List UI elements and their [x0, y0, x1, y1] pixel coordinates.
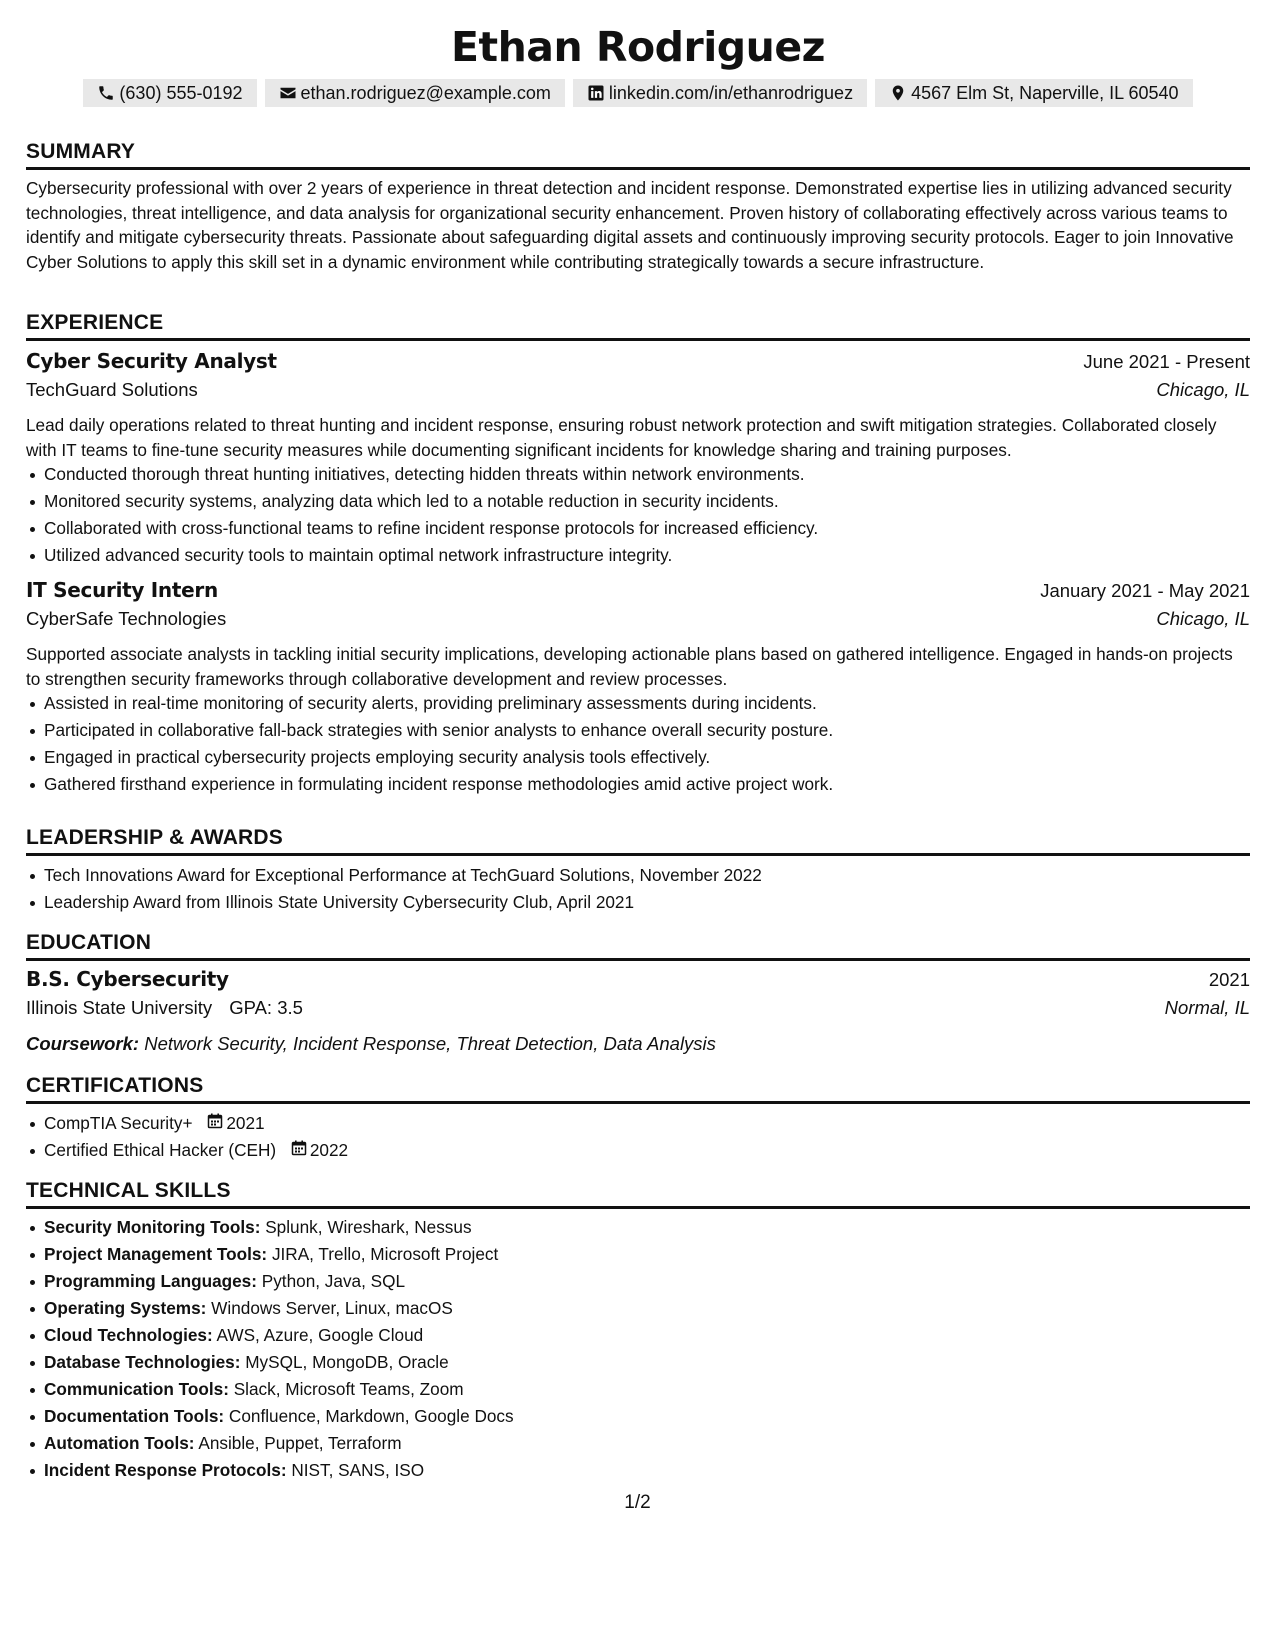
- contact-linkedin[interactable]: [573, 79, 867, 107]
- list-item: [44, 1376, 1250, 1403]
- skill-category: Project Management Tools:: [44, 1244, 268, 1264]
- job-description: Supported associate analysts in tackling initial security implications, developing actionable plans based on gathered intelligence. Engaged in hands-on projects to strengthen security frameworks through collaborative development and review processes.: [26, 644, 1233, 689]
- list-item: [44, 1322, 1250, 1349]
- job-title: IT Security Intern: [26, 578, 218, 602]
- coursework-list: Network Security, Incident Response, Threat Detection, Data Analysis: [144, 1033, 716, 1054]
- contact-bar: [26, 79, 1250, 107]
- skill-category: Operating Systems:: [44, 1298, 207, 1318]
- cert-name: Certified Ethical Hacker (CEH): [44, 1140, 277, 1160]
- cert-year: 2021: [226, 1113, 265, 1133]
- skill-values: Slack, Microsoft Teams, Zoom: [233, 1379, 464, 1399]
- calendar-icon: [291, 1137, 307, 1164]
- list-item: [44, 1349, 1250, 1376]
- job-company: TechGuard Solutions: [26, 379, 198, 400]
- resume-page: [26, 0, 1250, 1480]
- list-item: Participated in collaborative fall-back strategies with senior analysts to enhance overall security posture.: [44, 717, 1250, 744]
- skill-values: Python, Java, SQL: [261, 1271, 406, 1291]
- cert-name: CompTIA Security+: [44, 1113, 193, 1133]
- job-bullets: [26, 690, 1250, 798]
- candidate-name: Ethan Rodriguez: [451, 23, 825, 71]
- job-bullets: [26, 461, 1250, 569]
- list-item: Engaged in practical cybersecurity projects employing security analysis tools effectively.: [44, 744, 1250, 771]
- list-item: Leadership Award from Illinois State University Cybersecurity Club, April 2021: [44, 889, 1250, 916]
- summary-text: Cybersecurity professional with over 2 years of experience in threat detection and incident response. Demonstrated expertise lies in utilizing advanced security technologies, threat intelligence, and data analysis for organizational security enhancement. Proven history of collaborating effectively across various teams to identify and mitigate cybersecurity threats. Passionate about safeguarding digital assets and continuously improving security protocols. Eager to join Innovative Cyber Solutions to apply this skill set in a dynamic environment while contributing strategically towards a secure infrastructure.: [26, 178, 1234, 272]
- job-date: January 2021 - May 2021: [1040, 580, 1250, 601]
- job-company: CyberSafe Technologies: [26, 608, 227, 629]
- list-item: [44, 1241, 1250, 1268]
- section-title-summary: SUMMARY: [26, 137, 1250, 170]
- skill-category: Database Technologies:: [44, 1352, 241, 1372]
- section-title-experience: EXPERIENCE: [26, 308, 1250, 341]
- awards-section: [26, 823, 1250, 916]
- contact-email[interactable]: [265, 79, 565, 107]
- skill-values: Confluence, Markdown, Google Docs: [228, 1406, 514, 1426]
- map-pin-icon: [889, 84, 907, 102]
- list-item: [44, 1214, 1250, 1241]
- skill-category: Cloud Technologies:: [44, 1325, 213, 1345]
- address-text: 4567 Elm St, Naperville, IL 60540: [911, 82, 1179, 103]
- list-item: [44, 1110, 1250, 1137]
- job-entry: [26, 578, 1250, 798]
- cert-year: 2022: [309, 1140, 349, 1160]
- section-title-skills: TECHNICAL SKILLS: [26, 1176, 1250, 1209]
- contact-address[interactable]: [875, 79, 1193, 107]
- job-entry: [26, 349, 1250, 569]
- awards-list: [26, 862, 1250, 916]
- list-item: Collaborated with cross-functional teams to refine incident response protocols for increased efficiency.: [44, 515, 1250, 542]
- school-name: Illinois State University: [26, 997, 213, 1018]
- job-location: Chicago, IL: [1156, 379, 1250, 400]
- skill-values: MySQL, MongoDB, Oracle: [245, 1352, 449, 1372]
- skill-category: Automation Tools:: [44, 1433, 195, 1453]
- graduation-year: 2021: [1208, 969, 1250, 990]
- list-item: [44, 1268, 1250, 1295]
- coursework: [26, 1033, 1250, 1055]
- list-item: Monitored security systems, analyzing data which led to a notable reduction in security incidents.: [44, 488, 1250, 515]
- school-location: Normal, IL: [1164, 997, 1250, 1018]
- section-title-awards: LEADERSHIP & AWARDS: [26, 823, 1250, 856]
- skill-category: Security Monitoring Tools:: [44, 1217, 261, 1237]
- job-description: Lead daily operations related to threat hunting and incident response, ensuring robust network protection and swift mitigation strategies. Collaborated closely with IT teams to fine-tune security measures while documenting significant incidents for knowledge sharing and training purposes.: [26, 415, 1217, 460]
- job-date: June 2021 - Present: [1083, 351, 1250, 372]
- phone-text: (630) 555-0192: [119, 82, 243, 103]
- job-title: Cyber Security Analyst: [26, 349, 277, 373]
- skill-values: JIRA, Trello, Microsoft Project: [271, 1244, 499, 1264]
- list-item: [44, 1295, 1250, 1322]
- list-item: Utilized advanced security tools to maintain optimal network infrastructure integrity.: [44, 542, 1250, 569]
- skill-category: Communication Tools:: [44, 1379, 229, 1399]
- calendar-icon: [207, 1110, 223, 1137]
- skill-category: Incident Response Protocols:: [44, 1460, 287, 1480]
- list-item: Tech Innovations Award for Exceptional Performance at TechGuard Solutions, November 2022: [44, 862, 1250, 889]
- skill-values: AWS, Azure, Google Cloud: [216, 1325, 424, 1345]
- skill-values: Ansible, Puppet, Terraform: [198, 1433, 402, 1453]
- list-item: [44, 1430, 1250, 1457]
- experience-section: [26, 308, 1250, 798]
- linkedin-icon: [587, 84, 605, 102]
- coursework-label: Coursework:: [26, 1033, 140, 1054]
- phone-icon: [97, 84, 115, 102]
- skill-values: Windows Server, Linux, macOS: [211, 1298, 453, 1318]
- skill-category: Documentation Tools:: [44, 1406, 225, 1426]
- section-title-certifications: CERTIFICATIONS: [26, 1071, 1250, 1104]
- section-title-education: EDUCATION: [26, 928, 1250, 961]
- skill-values: NIST, SANS, ISO: [291, 1460, 425, 1480]
- job-location: Chicago, IL: [1156, 608, 1250, 629]
- summary-section: [26, 137, 1250, 274]
- envelope-icon: [279, 84, 297, 102]
- list-item: [44, 1457, 1250, 1484]
- degree: B.S. Cybersecurity: [26, 967, 229, 991]
- skills-list: [26, 1214, 1250, 1484]
- contact-phone[interactable]: [83, 79, 256, 107]
- education-section: [26, 928, 1250, 1055]
- linkedin-text: linkedin.com/in/ethanrodriguez: [608, 82, 854, 103]
- skills-section: [26, 1176, 1250, 1484]
- certifications-section: [26, 1071, 1250, 1164]
- gpa: GPA: 3.5: [229, 997, 303, 1018]
- skill-values: Splunk, Wireshark, Nessus: [265, 1217, 472, 1237]
- list-item: Gathered firsthand experience in formulating incident response methodologies amid active project work.: [44, 771, 1250, 798]
- skill-category: Programming Languages:: [44, 1271, 257, 1291]
- page-number: 1/2: [624, 1492, 651, 1513]
- list-item: [44, 1403, 1250, 1430]
- list-item: Conducted thorough threat hunting initiatives, detecting hidden threats within network environments.: [44, 461, 1250, 488]
- list-item: [44, 1137, 1250, 1164]
- list-item: Assisted in real-time monitoring of security alerts, providing preliminary assessments during incidents.: [44, 690, 1250, 717]
- certifications-list: [26, 1110, 1250, 1164]
- email-text: ethan.rodriguez@example.com: [300, 82, 551, 103]
